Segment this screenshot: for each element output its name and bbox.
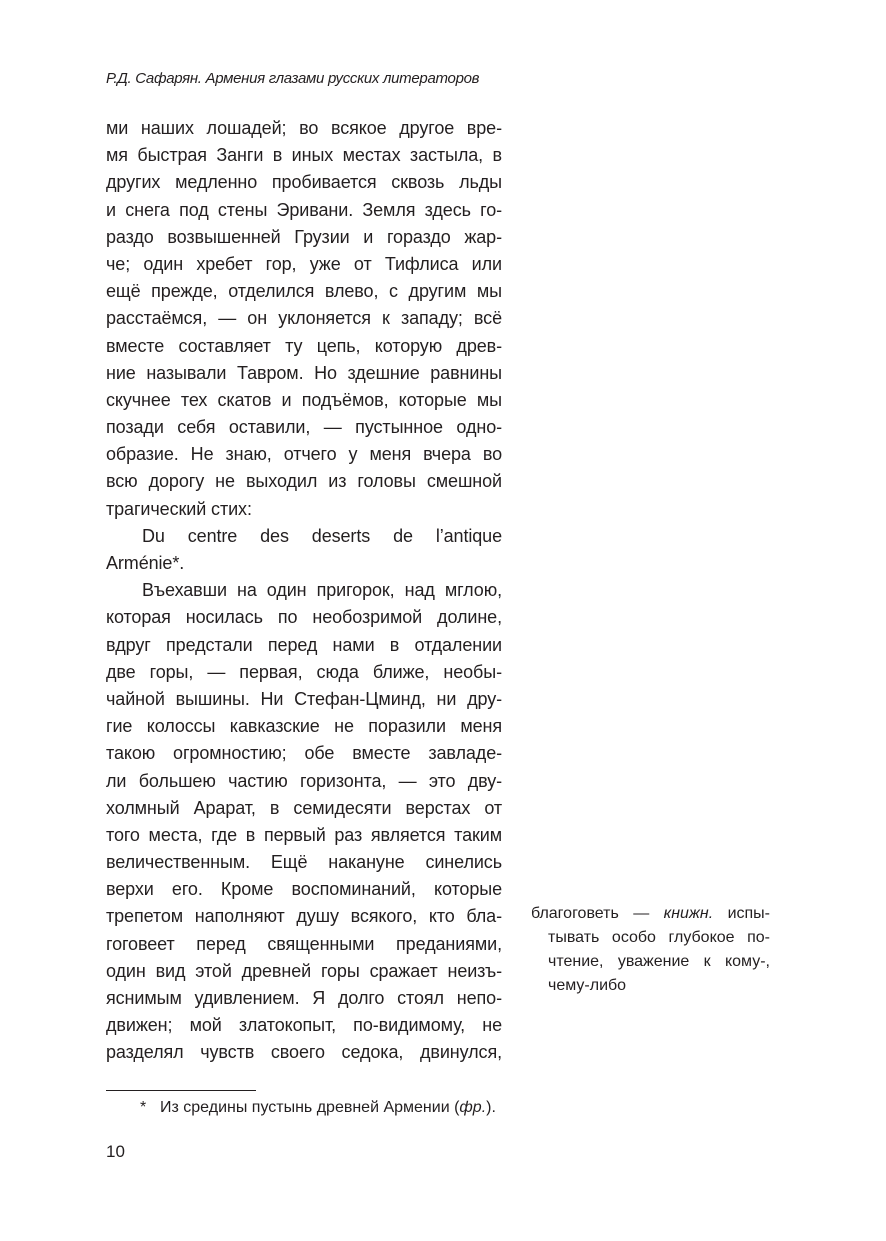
text-line: расстаёмся, — он уклоняется к западу; всё bbox=[106, 308, 502, 329]
footnote-close: ). bbox=[486, 1099, 496, 1116]
text-line: такою огромностию; обе вместе завладе- bbox=[106, 743, 502, 764]
text-line: трепетом наполняют душу всякого, кто бла- bbox=[106, 906, 502, 927]
footnote-text: Из средины пустынь древней Армении ( bbox=[160, 1099, 460, 1116]
text-line: образие. Не знаю, отчего у меня вчера во bbox=[106, 444, 502, 465]
text-line: ещё прежде, отделился влево, с другим мы bbox=[106, 281, 502, 302]
footnote-mark: * bbox=[140, 1099, 147, 1116]
margin-note-text: испы- bbox=[727, 905, 771, 922]
margin-note-line: чтение, уважение к кому-, bbox=[548, 953, 770, 970]
text-line: верхи его. Кроме воспоминаний, которые bbox=[106, 879, 502, 900]
text-line: величественным. Ещё накануне синелись bbox=[106, 852, 502, 873]
margin-note-label: книжн. bbox=[663, 905, 714, 922]
footnote bbox=[140, 1097, 496, 1119]
text-line: чайной вышины. Ни Стефан-Цминд, ни дру- bbox=[106, 688, 502, 709]
footnote-lang: фр. bbox=[459, 1099, 487, 1116]
verse-line: Arménie*. bbox=[106, 553, 185, 573]
text-line: позади себя оставили, — пустынное одно- bbox=[106, 417, 502, 438]
text-line: ли большею частию горизонта, — это дву- bbox=[106, 770, 502, 791]
text-line: ние называли Тавром. Но здешние равнины bbox=[106, 362, 502, 383]
margin-note-line: чему-либо bbox=[548, 977, 627, 994]
text-line: других медленно пробивается сквозь льды bbox=[106, 172, 502, 193]
text-line: гие колоссы кавказские не поразили меня bbox=[106, 716, 502, 737]
page-number: 10 bbox=[106, 1142, 125, 1161]
text-line: раздо возвышенней Грузии и гораздо жар- bbox=[106, 226, 502, 247]
text-line: вместе составляет ту цепь, которую древ- bbox=[106, 335, 502, 356]
text-line: ми наших лошадей; во всякое другое вре- bbox=[106, 118, 502, 138]
verse-line: Du centre des deserts de l’antique bbox=[142, 525, 502, 546]
text-line: один вид этой древней горы сражает неизъ- bbox=[106, 960, 502, 981]
text-line: которая носилась по необозримой долине, bbox=[106, 607, 502, 628]
text-line: че; один хребет гор, уже от Тифлиса или bbox=[106, 253, 502, 274]
text-line: разделял чувств своего седока, двинулся, bbox=[106, 1042, 502, 1063]
main-text bbox=[106, 115, 502, 1067]
text-line: две горы, — первая, сюда ближе, необы- bbox=[106, 661, 502, 682]
text-line: мя быстрая Занги в иных местах застыла, в bbox=[106, 145, 502, 166]
text-line: трагический стих: bbox=[106, 498, 252, 519]
text-line: яснимым удивлением. Я долго стоял непо- bbox=[106, 988, 502, 1008]
margin-note-line: тывать особо глубокое по- bbox=[548, 929, 770, 946]
text-line: того места, где в первый раз является таким bbox=[106, 824, 502, 845]
text-line: скучнее тех скатов и подъёмов, которые мы bbox=[106, 389, 502, 410]
margin-note-term: благоговеть — bbox=[531, 905, 650, 922]
text-line: и снега под стены Эривани. Земля здесь го- bbox=[106, 199, 502, 220]
running-head: Р.Д. Сафарян. Армения глазами русских литераторов bbox=[106, 70, 480, 87]
text-line: Въехавши на один пригорок, над мглою, bbox=[142, 580, 502, 601]
text-line: холмный Арарат, в семидесяти верстах от bbox=[106, 797, 502, 818]
text-line: движен; мой златокопыт, по-видимому, не bbox=[106, 1015, 502, 1036]
text-line: всю дорогу не выходил из головы смешной bbox=[106, 471, 502, 492]
text-line: гоговеет перед священными преданиями, bbox=[106, 933, 502, 954]
margin-note bbox=[531, 902, 770, 998]
footnote-rule bbox=[106, 1090, 256, 1091]
margin-note-line bbox=[531, 902, 770, 926]
text-line: вдруг предстали перед нами в отдалении bbox=[106, 634, 502, 655]
